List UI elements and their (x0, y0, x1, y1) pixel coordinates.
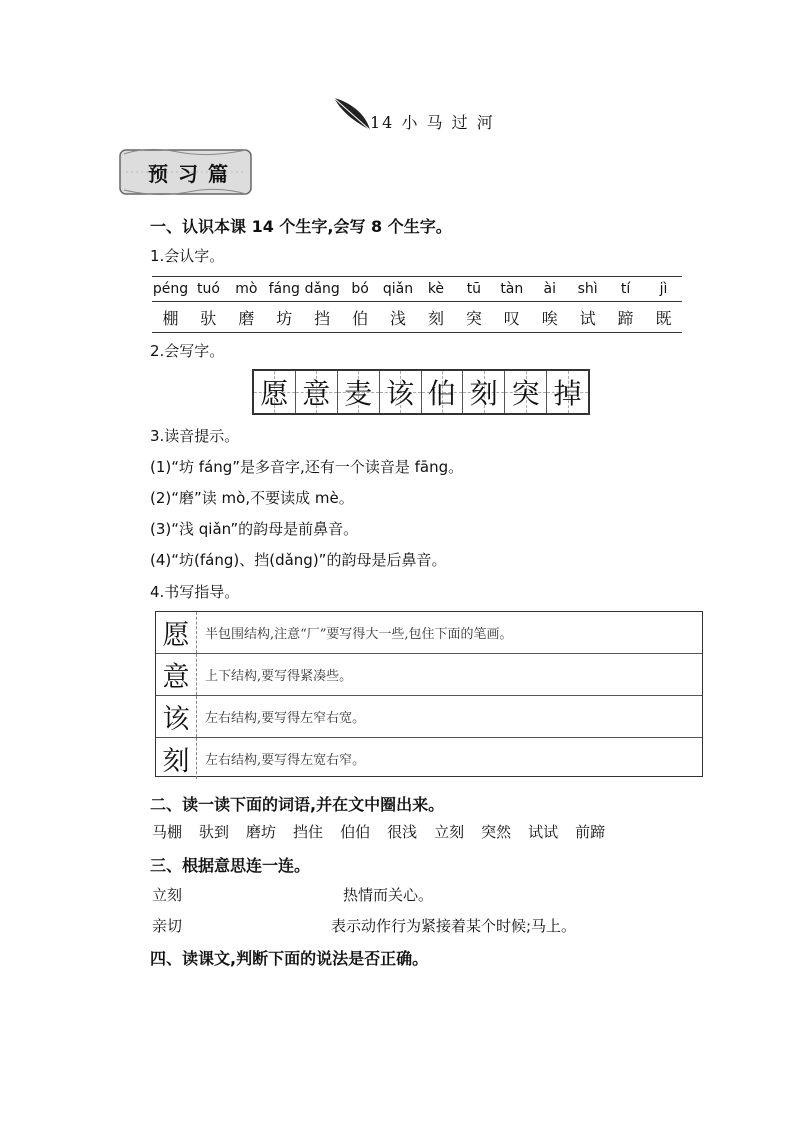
char-cell: 蹄 (617, 308, 634, 328)
writing-grid (252, 369, 590, 415)
char-cell: 刻 (427, 308, 444, 328)
section-2-heading: 二、读一读下面的词语,并在文中圈出来。 (150, 795, 445, 814)
section-4-heading: 四、读课文,判断下面的说法是否正确。 (150, 949, 429, 968)
tip-item: (3)“浅 qiǎn”的韵母是前鼻音。 (150, 520, 359, 538)
match-left-item: 立刻 (152, 886, 183, 904)
match-right-item: 热情而关心。 (343, 886, 434, 904)
char-cell: 浅 (390, 308, 407, 328)
word-item: 前蹄 (575, 823, 606, 841)
guide-char: 意 (156, 654, 197, 695)
pinyin-table (152, 276, 682, 333)
char-cell: 唉 (541, 308, 558, 328)
sub-heading-guide: 4.书写指导。 (150, 583, 240, 601)
pinyin-cell: shì (577, 281, 598, 297)
writing-grid-cell: 愿 (254, 371, 296, 413)
feather-icon (330, 94, 374, 134)
guide-text: 上下结构,要写得紧凑些。 (205, 669, 353, 684)
writing-grid-cell: 该 (380, 371, 422, 413)
word-item: 突然 (481, 823, 512, 841)
char-row (152, 302, 682, 333)
lesson-title: 14 小 马 过 河 (370, 113, 495, 132)
guide-text: 左右结构,要写得左窄右宽。 (205, 711, 366, 726)
char-cell: 既 (655, 308, 672, 328)
word-item: 挡住 (293, 823, 324, 841)
pinyin-cell: dǎng (304, 281, 340, 297)
word-item: 伯伯 (340, 823, 371, 841)
writing-grid-cell: 突 (505, 371, 547, 413)
word-item: 驮到 (199, 823, 230, 841)
pinyin-cell: ài (543, 281, 556, 297)
pinyin-cell: tuó (196, 281, 220, 297)
section-banner: 预习篇 (148, 162, 238, 186)
sub-heading-recognize: 1.会认字。 (150, 247, 225, 265)
char-cell: 叹 (503, 308, 520, 328)
char-cell: 坊 (276, 308, 293, 328)
sub-heading-write: 2.会写字。 (150, 342, 225, 360)
match-left-item: 亲切 (152, 917, 183, 935)
pinyin-cell: qiǎn (382, 281, 414, 297)
section-1-heading: 一、认识本课 14 个生字,会写 8 个生字。 (150, 217, 452, 236)
writing-grid-cell: 意 (296, 371, 338, 413)
char-cell: 挡 (314, 308, 331, 328)
char-cell: 驮 (200, 308, 217, 328)
word-item: 磨坊 (246, 823, 277, 841)
match-right-item: 表示动作行为紧接着某个时候;马上。 (331, 917, 577, 935)
guide-char: 该 (156, 696, 197, 737)
pinyin-cell: péng (152, 281, 189, 297)
sub-heading-tips: 3.读音提示。 (150, 427, 240, 445)
guide-text: 半包围结构,注意“厂”要写得大一些,包住下面的笔画。 (205, 627, 513, 642)
guide-char: 刻 (156, 738, 197, 779)
writing-grid-cell: 伯 (422, 371, 464, 413)
guide-row (156, 654, 702, 696)
word-item: 立刻 (434, 823, 465, 841)
guide-row (156, 696, 702, 738)
guide-row (156, 738, 702, 779)
char-cell: 棚 (162, 308, 179, 328)
tip-item: (1)“坊 fáng”是多音字,还有一个读音是 fāng。 (150, 458, 464, 476)
word-item: 试试 (528, 823, 559, 841)
pinyin-cell: tū (466, 281, 482, 297)
char-cell: 伯 (352, 308, 369, 328)
guide-text: 左右结构,要写得左宽右窄。 (205, 753, 366, 768)
pinyin-cell: kè (427, 281, 445, 297)
pinyin-cell: fáng (268, 281, 300, 297)
writing-guide-table (155, 611, 703, 777)
tip-item: (4)“坊(fáng)、挡(dǎng)”的韵母是后鼻音。 (150, 551, 447, 569)
char-cell: 试 (579, 308, 596, 328)
pinyin-cell: bó (351, 281, 369, 297)
tip-item: (2)“磨”读 mò,不要读成 mè。 (150, 489, 354, 507)
guide-row (156, 612, 702, 654)
pinyin-cell: mò (235, 281, 258, 297)
writing-grid-cell: 掉 (547, 371, 588, 413)
char-cell: 突 (465, 308, 482, 328)
section-3-heading: 三、根据意思连一连。 (150, 856, 311, 875)
pinyin-cell: tàn (500, 281, 524, 297)
writing-grid-cell: 刻 (463, 371, 505, 413)
word-item: 很浅 (387, 823, 418, 841)
guide-char: 愿 (156, 612, 197, 653)
pinyin-cell: jì (659, 281, 668, 297)
word-item: 马棚 (152, 823, 183, 841)
pinyin-row (152, 276, 682, 302)
char-cell: 磨 (238, 308, 255, 328)
word-list (152, 821, 605, 842)
writing-grid-cell: 麦 (338, 371, 380, 413)
pinyin-cell: tí (620, 281, 631, 297)
